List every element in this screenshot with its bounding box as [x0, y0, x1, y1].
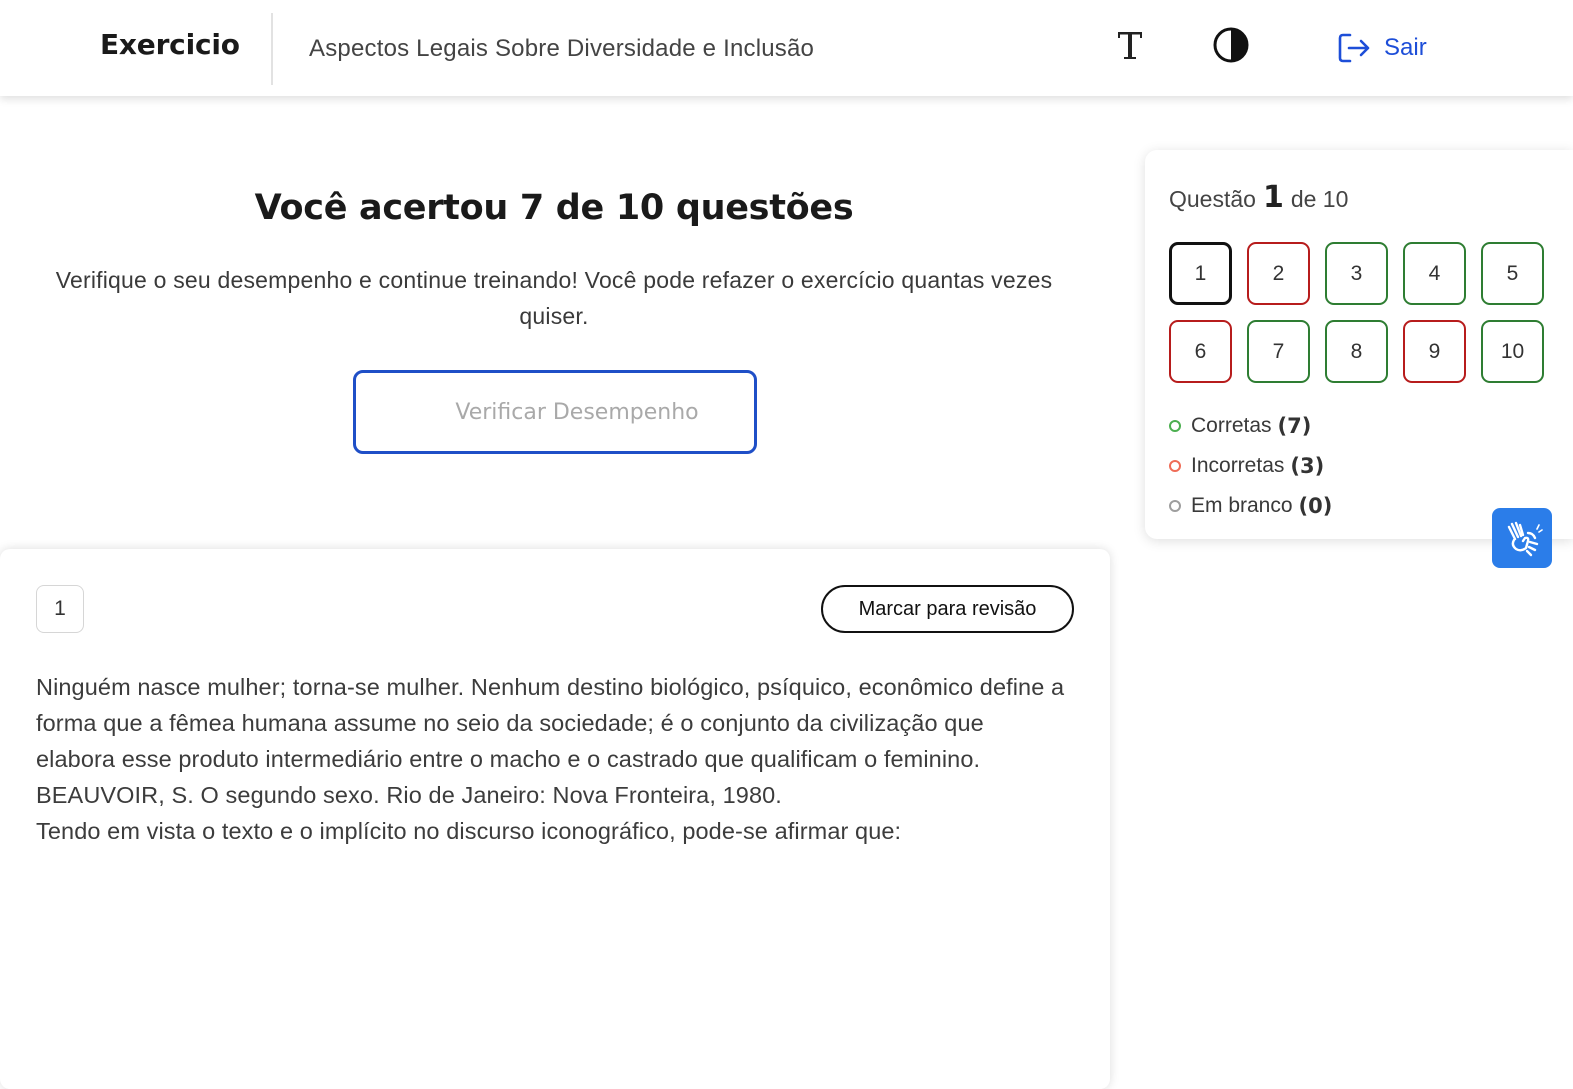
legend-count: (0)	[1298, 494, 1333, 518]
score-description: Verifique o seu desempenho e continue treinando! Você pode refazer o exercício quantas vezes quiser.	[55, 267, 1053, 329]
legend-blank	[1169, 486, 1332, 526]
navigator-heading	[1169, 180, 1348, 215]
check-performance-button[interactable]: Verificar Desempenho	[353, 370, 757, 454]
legend-incorrect	[1169, 446, 1332, 486]
legend-label: Corretas	[1191, 414, 1272, 437]
question-button[interactable]: 3	[1325, 242, 1388, 305]
top-header	[0, 0, 1573, 96]
mark-for-review-button[interactable]: Marcar para revisão	[821, 585, 1074, 633]
navigator-prefix: Questão	[1169, 186, 1256, 212]
brand-title: Exercicio	[100, 28, 240, 61]
question-button[interactable]: 1	[1169, 242, 1232, 305]
sign-language-button[interactable]	[1492, 508, 1552, 568]
question-button[interactable]: 10	[1481, 320, 1544, 383]
course-title: Aspectos Legais Sobre Diversidade e Inclusão	[309, 35, 815, 62]
header-divider	[271, 13, 273, 85]
question-text	[36, 669, 1066, 849]
legend-dot-incorrect	[1169, 460, 1181, 472]
question-prompt: Tendo em vista o texto e o implícito no discurso iconográfico, pode-se afirmar que:	[36, 818, 902, 844]
question-button[interactable]: 5	[1481, 242, 1544, 305]
question-citation: BEAUVOIR, S. O segundo sexo. Rio de Janeiro: Nova Fronteira, 1980.	[36, 782, 782, 808]
legend-label: Em branco	[1191, 494, 1293, 517]
logout-label: Sair	[1384, 34, 1427, 61]
legend-dot-blank	[1169, 500, 1181, 512]
question-button[interactable]: 8	[1325, 320, 1388, 383]
navigator-suffix: de 10	[1290, 186, 1349, 212]
logout-icon	[1336, 30, 1372, 66]
status-legend	[1169, 406, 1332, 526]
question-button[interactable]: 7	[1247, 320, 1310, 383]
question-button[interactable]: 9	[1403, 320, 1466, 383]
question-navigator	[1145, 150, 1573, 539]
navigator-current: 1	[1262, 180, 1284, 215]
legend-count: (7)	[1277, 414, 1312, 438]
question-number-badge: 1	[36, 585, 84, 633]
question-button[interactable]: 4	[1403, 242, 1466, 305]
font-size-button[interactable]	[1110, 25, 1150, 65]
contrast-button[interactable]	[1211, 25, 1251, 65]
logout-button[interactable]	[1336, 28, 1427, 68]
legend-count: (3)	[1290, 454, 1325, 478]
legend-label: Incorretas	[1191, 454, 1285, 477]
legend-correct	[1169, 406, 1332, 446]
question-card	[0, 549, 1110, 1089]
score-title: Você acertou 7 de 10 questões	[254, 188, 854, 228]
font-size-icon	[1113, 28, 1147, 62]
question-button[interactable]: 6	[1169, 320, 1232, 383]
question-button[interactable]: 2	[1247, 242, 1310, 305]
question-grid	[1169, 242, 1544, 383]
sign-language-icon	[1501, 517, 1543, 559]
question-paragraph: Ninguém nasce mulher; torna-se mulher. Nenhum destino biológico, psíquico, econômico define a forma que a fêmea humana assume no seio da sociedade; é o conjunto da civilização que elabora esse produto intermediário entre o macho e o castrado que qualificam o feminino.	[36, 674, 1065, 772]
contrast-icon	[1212, 26, 1250, 64]
legend-dot-correct	[1169, 420, 1181, 432]
